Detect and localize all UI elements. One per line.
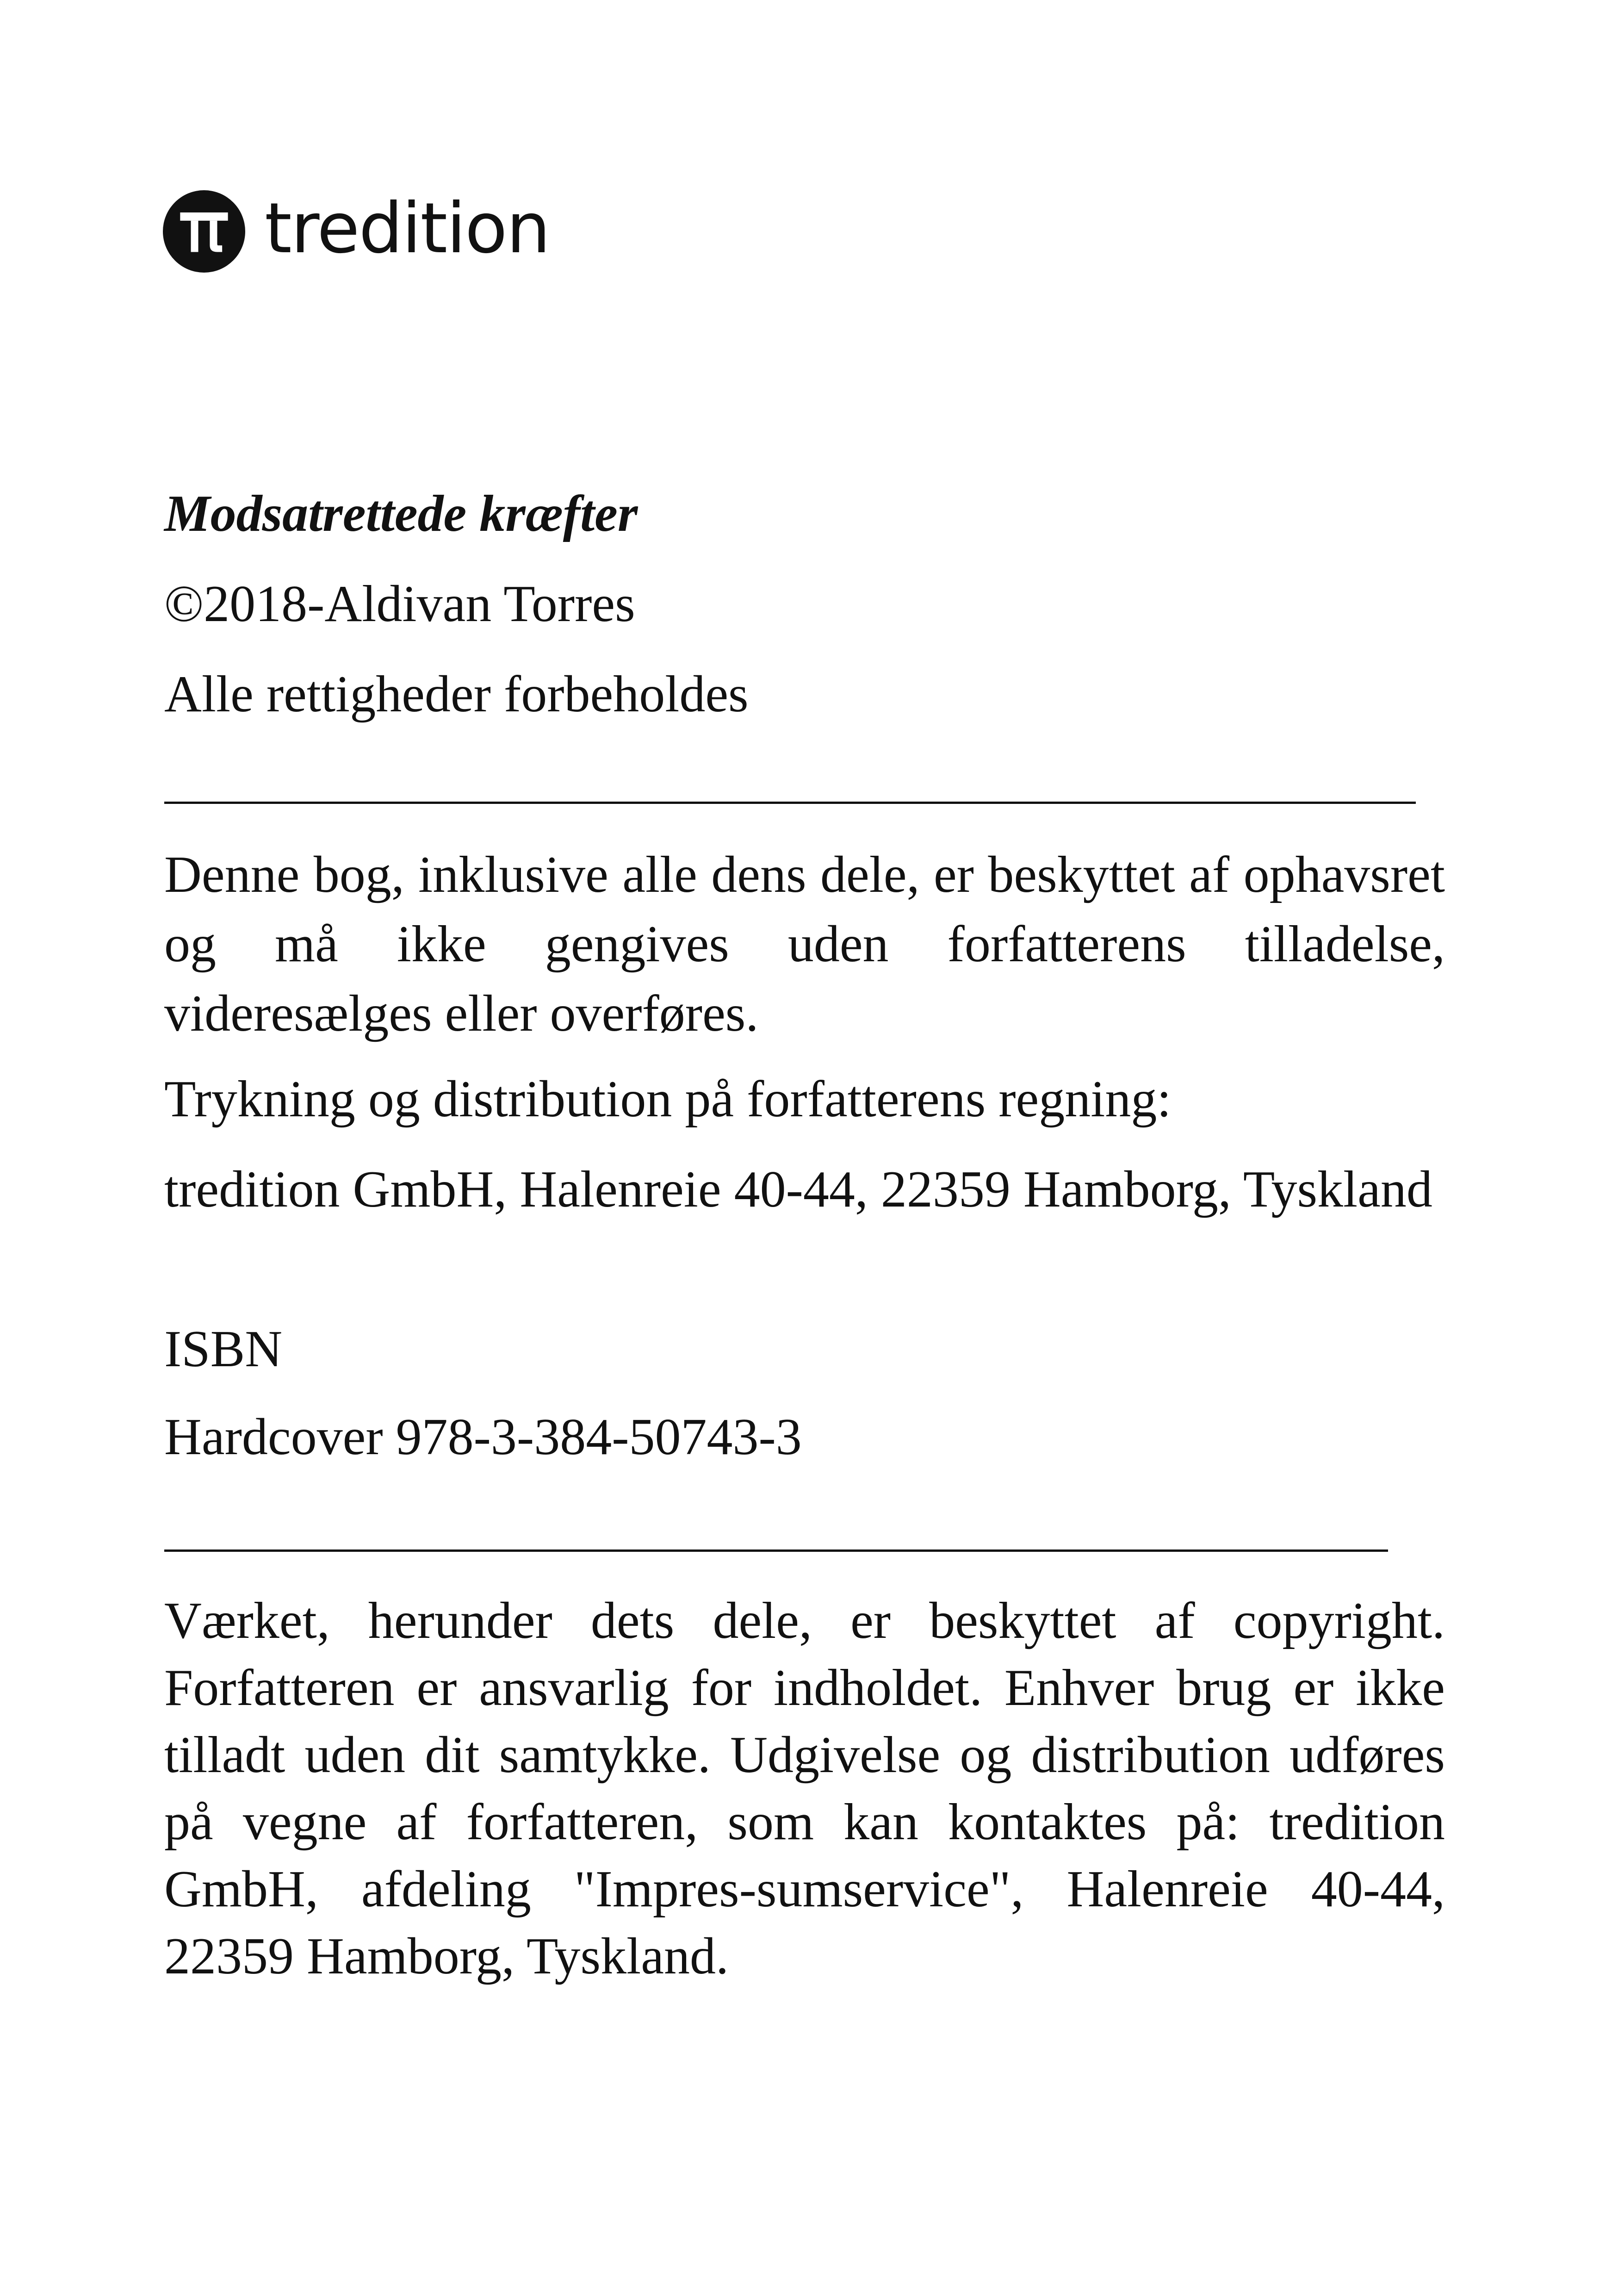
logo-wordmark: tredition <box>265 188 550 269</box>
printing-statement: Trykning og distribution på forfatterens regning: <box>164 1070 1172 1128</box>
book-title: Modsatrettede kræfter <box>164 485 638 542</box>
rights-statement: Alle rettigheder forbeholdes <box>164 666 749 723</box>
publisher-address: tredition GmbH, Halenreie 40-44, 22359 Hamborg, Tyskland <box>164 1161 1432 1218</box>
tredition-logo-icon <box>163 190 245 273</box>
publisher-logo <box>163 190 550 273</box>
copyright-line: ©2018-Aldivan Torres <box>164 575 635 633</box>
legal-footer: Værket, herunder dets dele, er beskyttet af copyright. Forfatteren er ansvarlig for indholdet. Enhver brug er ikke tilladt uden dit samtykke. Udgivelse og distribution udføres på vegne af forfatteren, som kan kontaktes på: tredition GmbH, afdeling "Impres-sumservice", Halenreie 40-44, 22359 Hamborg, Tyskland. <box>164 1592 1445 1985</box>
isbn-label: ISBN <box>164 1320 283 1378</box>
divider-bottom <box>164 1549 1388 1552</box>
copyright-notice: Denne bog, inklusive alle dens dele, er beskyttet af ophavsret og må ikke gengives uden forfatterens tilladelse, videresælges eller overføres. <box>164 846 1445 1042</box>
divider-top <box>164 802 1416 804</box>
hardcover-isbn: Hardcover 978-3-384-50743-3 <box>164 1408 802 1466</box>
